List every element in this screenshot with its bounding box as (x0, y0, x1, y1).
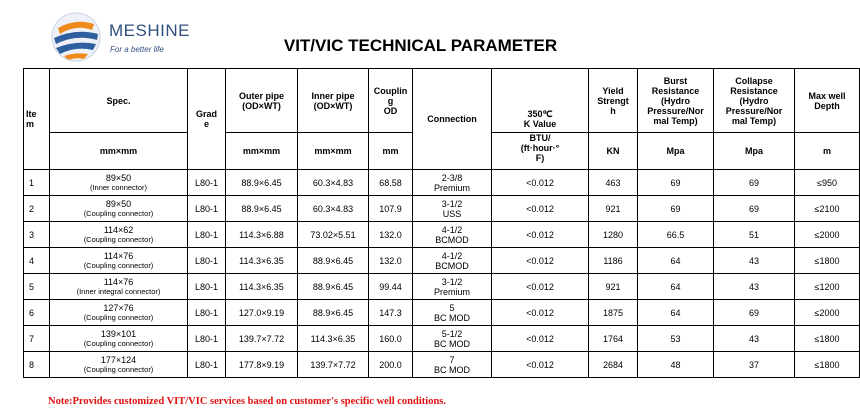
cell-connection: 5 BC MOD (413, 300, 492, 326)
cell-grade: L80-1 (188, 196, 226, 222)
cell-spec: 114×76 (Coupling connector) (50, 248, 188, 274)
cell-max-well-depth: ≤1800 (795, 352, 860, 378)
unit-max-well-depth: m (795, 133, 860, 170)
cell-spec: 89×50 (Coupling connector) (50, 196, 188, 222)
cell-outer-pipe: 114.3×6.35 (226, 274, 298, 300)
cell-outer-pipe: 88.9×6.45 (226, 196, 298, 222)
cell-max-well-depth: ≤1200 (795, 274, 860, 300)
cell-spec: 127×76 (Coupling connector) (50, 300, 188, 326)
cell-grade: L80-1 (188, 274, 226, 300)
table-row (24, 196, 860, 222)
cell-connection: 2-3/8 Premium (413, 170, 492, 196)
cell-max-well-depth: ≤2000 (795, 222, 860, 248)
cell-connection: 4-1/2 BCMOD (413, 222, 492, 248)
cell-k-value: <0.012 (492, 222, 589, 248)
cell-max-well-depth: ≤1800 (795, 326, 860, 352)
cell-grade: L80-1 (188, 170, 226, 196)
cell-grade: L80-1 (188, 300, 226, 326)
header-collapse-resistance: Collapse Resistance (Hydro Pressure/Nor mal Temp) (714, 69, 795, 133)
cell-outer-pipe: 127.0×9.19 (226, 300, 298, 326)
cell-collapse-resistance: 43 (714, 274, 795, 300)
brand-name: MESHINE (109, 21, 190, 40)
cell-item: 7 (24, 326, 50, 352)
cell-collapse-resistance: 69 (714, 300, 795, 326)
cell-collapse-resistance: 51 (714, 222, 795, 248)
cell-outer-pipe: 114.3×6.88 (226, 222, 298, 248)
cell-k-value: <0.012 (492, 326, 589, 352)
cell-spec: 114×76 (Inner integral connector) (50, 274, 188, 300)
cell-yield-strength: 1280 (589, 222, 638, 248)
unit-inner-pipe: mm×mm (298, 133, 369, 170)
cell-burst-resistance: 69 (638, 196, 714, 222)
cell-burst-resistance: 64 (638, 300, 714, 326)
cell-outer-pipe: 114.3×6.35 (226, 248, 298, 274)
cell-yield-strength: 1186 (589, 248, 638, 274)
cell-connection: 4-1/2 BCMOD (413, 248, 492, 274)
cell-outer-pipe: 139.7×7.72 (226, 326, 298, 352)
header-item: Ite m (24, 69, 50, 170)
cell-collapse-resistance: 69 (714, 170, 795, 196)
cell-inner-pipe: 60.3×4.83 (298, 170, 369, 196)
cell-coupling-od: 200.0 (369, 352, 413, 378)
cell-k-value: <0.012 (492, 248, 589, 274)
header-burst-resistance: Burst Resistance (Hydro Pressure/Nor mal Temp) (638, 69, 714, 133)
unit-coupling-od: mm (369, 133, 413, 170)
header-k-value: 350℃ K Value (492, 69, 589, 133)
page-title: VIT/VIC TECHNICAL PARAMETER (283, 36, 558, 55)
table-row (24, 326, 860, 352)
header-max-well-depth: Max well Depth (795, 69, 860, 133)
cell-coupling-od: 147.3 (369, 300, 413, 326)
table-row (24, 248, 860, 274)
cell-k-value: <0.012 (492, 300, 589, 326)
cell-connection: 7 BC MOD (413, 352, 492, 378)
cell-inner-pipe: 73.02×5.51 (298, 222, 369, 248)
unit-burst-resistance: Mpa (638, 133, 714, 170)
cell-coupling-od: 160.0 (369, 326, 413, 352)
unit-yield-strength: KN (589, 133, 638, 170)
cell-k-value: <0.012 (492, 274, 589, 300)
brand-tagline: For a better life (110, 45, 164, 54)
cell-collapse-resistance: 43 (714, 326, 795, 352)
cell-connection: 3-1/2 USS (413, 196, 492, 222)
cell-spec: 114×62 (Coupling connector) (50, 222, 188, 248)
cell-grade: L80-1 (188, 326, 226, 352)
cell-connection: 3-1/2 Premium (413, 274, 492, 300)
cell-k-value: <0.012 (492, 170, 589, 196)
cell-yield-strength: 1764 (589, 326, 638, 352)
header-inner-pipe: Inner pipe (OD×WT) (298, 69, 369, 133)
cell-item: 5 (24, 274, 50, 300)
cell-inner-pipe: 88.9×6.45 (298, 274, 369, 300)
table-row (24, 170, 860, 196)
cell-k-value: <0.012 (492, 352, 589, 378)
cell-item: 4 (24, 248, 50, 274)
cell-collapse-resistance: 43 (714, 248, 795, 274)
cell-inner-pipe: 139.7×7.72 (298, 352, 369, 378)
cell-max-well-depth: ≤2100 (795, 196, 860, 222)
header-yield-strength: Yield Strengt h (589, 69, 638, 133)
cell-grade: L80-1 (188, 222, 226, 248)
cell-max-well-depth: ≤1800 (795, 248, 860, 274)
cell-collapse-resistance: 69 (714, 196, 795, 222)
cell-coupling-od: 68.58 (369, 170, 413, 196)
table-row (24, 300, 860, 326)
header-outer-pipe: Outer pipe (OD×WT) (226, 69, 298, 133)
cell-coupling-od: 99.44 (369, 274, 413, 300)
header-coupling-od: Couplin g OD (369, 69, 413, 133)
unit-k-value: BTU/ (ft·hour·° F) (492, 133, 589, 170)
cell-burst-resistance: 48 (638, 352, 714, 378)
header-grade: Grad e (188, 69, 226, 170)
technical-parameter-table (23, 68, 860, 378)
cell-burst-resistance: 64 (638, 274, 714, 300)
cell-inner-pipe: 60.3×4.83 (298, 196, 369, 222)
cell-inner-pipe: 88.9×6.45 (298, 248, 369, 274)
cell-yield-strength: 2684 (589, 352, 638, 378)
unit-spec: mm×mm (50, 133, 188, 170)
cell-yield-strength: 463 (589, 170, 638, 196)
cell-k-value: <0.012 (492, 196, 589, 222)
cell-burst-resistance: 53 (638, 326, 714, 352)
cell-spec: 177×124 (Coupling connector) (50, 352, 188, 378)
cell-coupling-od: 132.0 (369, 248, 413, 274)
cell-inner-pipe: 114.3×6.35 (298, 326, 369, 352)
cell-item: 2 (24, 196, 50, 222)
header-connection: Connection (413, 69, 492, 170)
cell-coupling-od: 107.9 (369, 196, 413, 222)
cell-item: 6 (24, 300, 50, 326)
cell-grade: L80-1 (188, 352, 226, 378)
cell-item: 1 (24, 170, 50, 196)
cell-spec: 139×101 (Coupling connector) (50, 326, 188, 352)
cell-item: 8 (24, 352, 50, 378)
cell-inner-pipe: 88.9×6.45 (298, 300, 369, 326)
cell-outer-pipe: 177.8×9.19 (226, 352, 298, 378)
table-row (24, 274, 860, 300)
cell-spec: 89×50 (Inner connector) (50, 170, 188, 196)
cell-burst-resistance: 69 (638, 170, 714, 196)
cell-connection: 5-1/2 BC MOD (413, 326, 492, 352)
unit-collapse-resistance: Mpa (714, 133, 795, 170)
cell-yield-strength: 921 (589, 274, 638, 300)
cell-item: 3 (24, 222, 50, 248)
cell-max-well-depth: ≤950 (795, 170, 860, 196)
cell-outer-pipe: 88.9×6.45 (226, 170, 298, 196)
cell-burst-resistance: 64 (638, 248, 714, 274)
table-row (24, 352, 860, 378)
table-row (24, 222, 860, 248)
cell-burst-resistance: 66.5 (638, 222, 714, 248)
cell-coupling-od: 132.0 (369, 222, 413, 248)
unit-outer-pipe: mm×mm (226, 133, 298, 170)
cell-yield-strength: 921 (589, 196, 638, 222)
header-row (24, 69, 860, 133)
cell-yield-strength: 1875 (589, 300, 638, 326)
cell-grade: L80-1 (188, 248, 226, 274)
cell-collapse-resistance: 37 (714, 352, 795, 378)
footnote: Note:Provides customized VIT/VIC services based on customer's specific well conditions. (48, 396, 446, 407)
cell-max-well-depth: ≤2000 (795, 300, 860, 326)
header-spec: Spec. (50, 69, 188, 133)
